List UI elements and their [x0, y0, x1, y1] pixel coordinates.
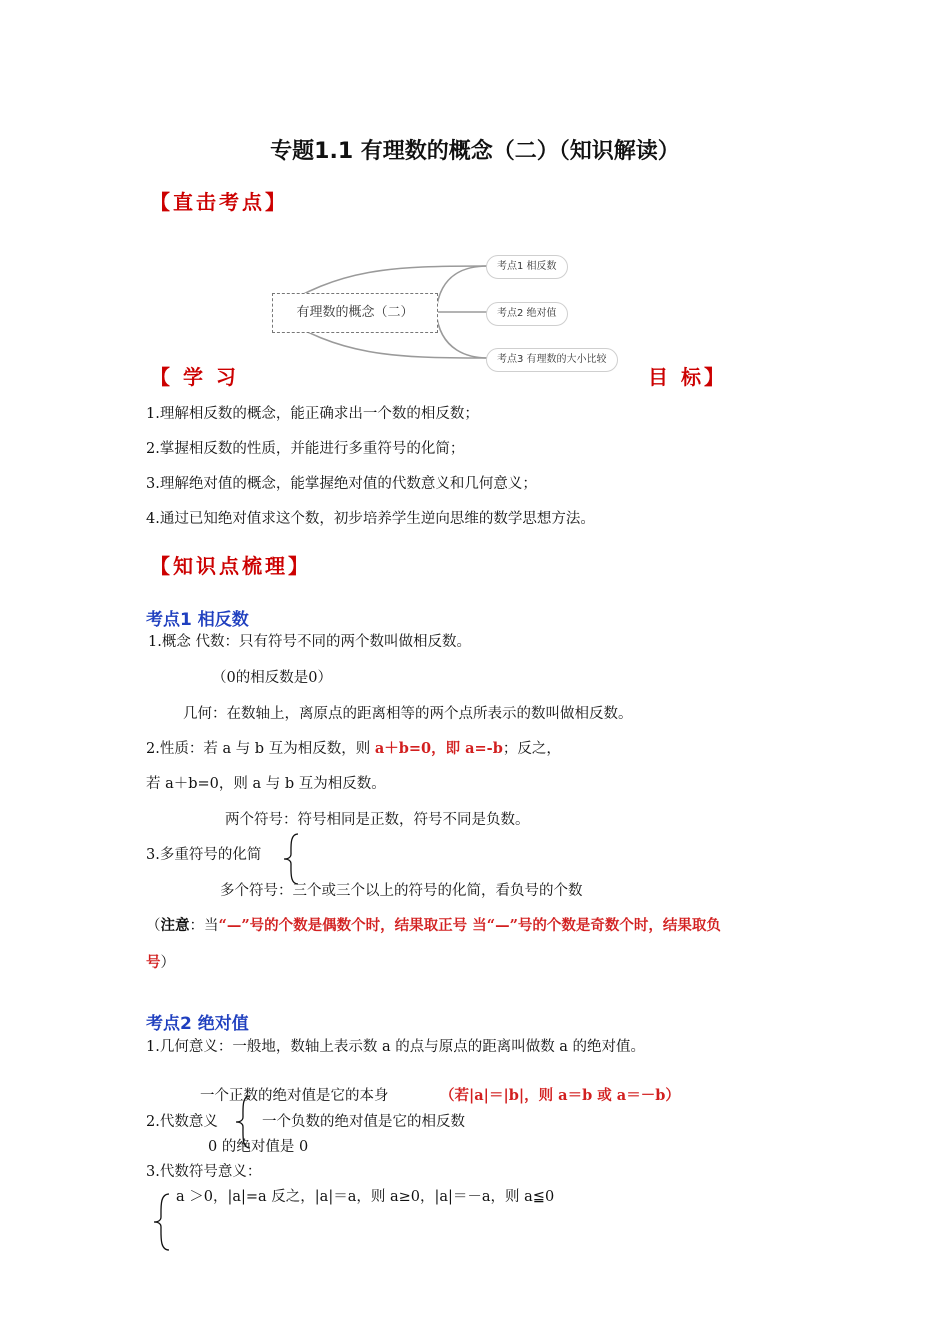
goal-item: 4.通过已知绝对值求这个数，初步培养学生逆向思维的数学思想方法。 — [146, 511, 595, 527]
k2-negative: 一个负数的绝对值是它的相反数 — [262, 1114, 465, 1130]
k2-algebra-label: 2.代数意义 — [146, 1114, 218, 1130]
k2-geometric: 1.几何意义：一般地，数轴上表示数 a 的点与原点的距离叫做数 a 的绝对值。 — [146, 1039, 646, 1055]
k1-concept: 1.概念 代数：只有符号不同的两个数叫做相反数。 — [148, 634, 471, 650]
k2-symbol-line1: a ＞0，|a|=a 反之，|a|＝a，则 a≥0，|a|＝－a，则 a≦0 — [176, 1189, 555, 1205]
k1-multi-label: 3.多重符号的化简 — [146, 847, 262, 863]
brace-icon — [282, 832, 302, 886]
k1-many-signs: 多个符号：三个或三个以上的符号的化简，看负号的个数 — [220, 883, 583, 899]
k1-note: （注意：当“—”号的个数是偶数个时，结果取正号 当“—”号的个数是奇数个时，结果取负 — [146, 917, 721, 934]
k1-property: 2.性质：若 a 与 b 互为相反数，则 a＋b=0，即 a=-b；反之， — [146, 740, 561, 757]
k1-zero: （0的相反数是0） — [212, 670, 332, 686]
k1-property-converse: 若 a＋b=0，则 a 与 b 互为相反数。 — [146, 776, 386, 792]
section-xuexi-right: 目 标】 — [648, 365, 727, 389]
k1-geometry: 几何：在数轴上，离原点的距离相等的两个点所表示的数叫做相反数。 — [183, 706, 633, 722]
section-xuexi-left: 【 学 习 — [150, 365, 239, 389]
mindmap-connectors — [0, 0, 950, 400]
goal-item: 3.理解绝对值的概念，能掌握绝对值的代数意义和几何意义； — [146, 476, 537, 492]
k2-positive: 一个正数的绝对值是它的本身 — [200, 1088, 389, 1104]
section-zhishidian: 【知识点梳理】 — [150, 554, 311, 578]
page-title: 专题1.1 有理数的概念（二）（知识解读） — [270, 139, 680, 164]
section-zhiji-kaodian: 【直击考点】 — [150, 190, 288, 214]
mindmap-node-kaodian2: 考点2 绝对值 — [486, 302, 568, 326]
kaodian1-heading: 考点1 相反数 — [146, 610, 249, 630]
kaodian2-heading: 考点2 绝对值 — [146, 1014, 249, 1034]
goal-item: 2.掌握相反数的性质，并能进行多重符号的化简； — [146, 441, 465, 457]
goal-item: 1.理解相反数的概念，能正确求出一个数的相反数； — [146, 406, 479, 422]
k1-property-formula: a＋b=0，即 a=-b — [374, 740, 503, 757]
mindmap-node-kaodian1: 考点1 相反数 — [486, 255, 568, 279]
k2-symbol-label: 3.代数符号意义： — [146, 1164, 262, 1180]
brace-icon — [152, 1192, 172, 1252]
k1-note-end: 号） — [146, 954, 175, 971]
k2-zero: 0 的绝对值是 0 — [208, 1139, 309, 1155]
mindmap-root: 有理数的概念（二） — [272, 293, 438, 333]
k1-two-signs: 两个符号：符号相同是正数，符号不同是负数。 — [225, 812, 530, 828]
k2-note: （若|a|＝|b|，则 a＝b 或 a＝－b） — [440, 1087, 680, 1104]
mindmap-node-kaodian3: 考点3 有理数的大小比较 — [486, 348, 618, 372]
